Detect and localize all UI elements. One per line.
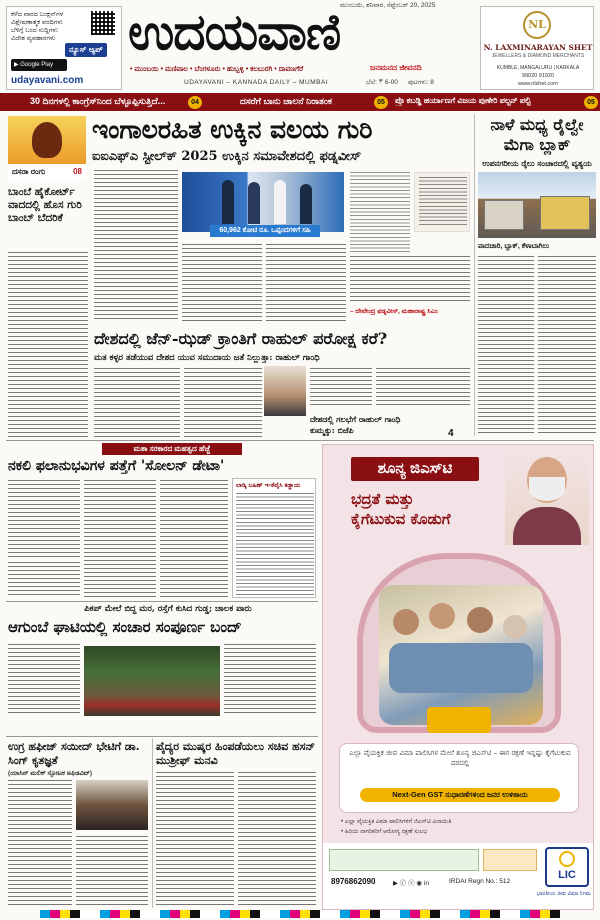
- gift-box-icon: [427, 707, 491, 733]
- gst-ad-phone[interactable]: 8976862090: [331, 877, 376, 886]
- stolen-body-col1: [8, 480, 80, 558]
- promo-line: ವಿದೇಶ ವ್ಯವಹಾರಗಳು: [11, 35, 56, 42]
- lead-subhead[interactable]: ಐಐಎಫ್‌ಎ ಸ್ಟೀಲ್‌ಕ್ 2025 ಉಕ್ಕಿನ ಸಮಾವೇಶದಲ್ಲಿ ಫಡ್ನವೀಸ್: [92, 149, 362, 164]
- rahul-jump: 4: [448, 428, 454, 439]
- lead-body-col2: [182, 244, 262, 324]
- rail-subhead[interactable]: ಉಪನಗರೀಯ ರೈಲು ಸಂಚಾರದಲ್ಲಿ ವ್ಯತ್ಯಯ: [482, 158, 592, 168]
- ghat-headline-b[interactable]: ಆಗುಂಬೆ ಘಾಟಿಯಲ್ಲಿ ಸಂಚಾರ ಸಂಪೂರ್ಣ ಬಂದ್: [8, 618, 242, 636]
- teaser-page: 04: [188, 96, 202, 109]
- teaser-text[interactable]: ದಸರೆಗೆ ಬಾನು ಚಾಲನೆ ನಿರಾತಂಕ: [240, 96, 332, 106]
- lic-logo[interactable]: [545, 847, 589, 887]
- news-app-badge: ನ್ಯೂಸ್ ಆ್ಯಪ್: [65, 43, 107, 57]
- rahul-headline[interactable]: ದೇಶದಲ್ಲಿ ಜೆನ್-ಝಡ್ ಕ್ರಾಂತಿಗೆ ರಾಹುಲ್ ಪರೋಕ್ಷ ಕರೆ?: [94, 329, 388, 348]
- teaser-text[interactable]: 30 ದಿನಗಳಲ್ಲಿ ಕಾಂಗ್ರೆಸ್‌ನಿಂದ ಬೆಳ್ಳೂಪ್ಪಿಸುತ್ತಿದೆ...: [30, 96, 166, 106]
- gst-ad-note-2: • ಹಿರಿಯ ನಾಗರಿಕರಿಗೆ ಆರೋಗ್ಯ ರಕ್ಷಣೆ ಸುಲಭ: [341, 829, 428, 835]
- family-photo: [379, 585, 543, 725]
- dasara-label: ದಸರಾ ರಂಗು: [12, 167, 46, 176]
- stolen-body-col3: [160, 480, 228, 598]
- gst-ad-body: ಎಲ್ಲಾ ವೈಯಕ್ತಿಕ ಜೀವ ವಿಮಾ ಪಾಲಿಸಿಗಳ ಮೇಲೆ ಶೂನ್ಯ ಜಿಎಸ್‌ಟಿ – ಈಗ ರಕ್ಷಣೆ ಇನ್ನಷ್ಟು ಕೈಗೆಟುಕುವ ದರದಲ್ಲಿ: [349, 749, 571, 767]
- gst-ad-tagline-2: ಕೈಗೆಟುಕುವ ಕೊಡುಗೆ: [351, 510, 451, 528]
- stolen-body-col2: [84, 480, 156, 598]
- rahul-side-headline[interactable]: ದೇಶದಲ್ಲಿ ಗಲಭೆಗೆ ರಾಹುಲ್ ಗಾಂಧಿ ಕುಮ್ಮಕ್ಕು: ಬಿಜೆಪಿ: [310, 414, 401, 435]
- lead-fact-box: [414, 172, 470, 232]
- lead-photo[interactable]: [182, 172, 344, 232]
- stolen-kicker: ಮತಾ ಸರಕಾರದ ಮಹತ್ವದ ಹೆಜ್ಜೆ: [102, 443, 242, 455]
- rail-body-col1: [478, 256, 534, 434]
- rail-headline[interactable]: ನಾಳೆ ಮಧ್ಯ ರೈಲ್ವೇ ಮೆಗಾ ಬ್ಲಾಕ್: [490, 115, 584, 154]
- stolen-body-col1b: [8, 562, 80, 598]
- hafeez-headline[interactable]: ಉಗ್ರ ಹಫೀಜ್ ಸಯೀದ್ ಭೇಟಿಗೆ ಡಾ. ಸಿಂಗ್ ಕೃತಜ್ಞತೆ: [8, 740, 140, 767]
- teaser-page: 05: [374, 96, 388, 109]
- rail-body-col2: [538, 256, 596, 434]
- doctor-body-col2: [238, 772, 316, 906]
- rahul-photo[interactable]: [264, 366, 306, 416]
- left-story-body: [8, 252, 88, 438]
- dateline: ಮುಂಬಯಿ, ಶನಿವಾರ, ಸೆಪ್ಟೆಂಬರ್ 20, 2025: [340, 2, 436, 9]
- social-icons[interactable]: ▶ ⓕ ⓧ ◉ in: [393, 880, 429, 887]
- lead-body-col1: [94, 170, 178, 320]
- deity-illustration: [32, 122, 62, 158]
- price: ಬೆಲೆ: ₹ 6-00: [366, 79, 398, 86]
- teaser-page: 05: [584, 96, 598, 109]
- lic-brand: LIC: [558, 869, 576, 881]
- dasara-box[interactable]: [8, 116, 86, 180]
- left-story-headline[interactable]: ಬಾಂಬೆ ಹೈಕೋರ್ಟ್ ವಾದದಲ್ಲಿ ಹೊಸ ಗುರಿ ಬಾಂಬ್ ಬೆದರಿಕೆ: [8, 186, 82, 224]
- doctor-headline[interactable]: ಪೈದ್ಯರ ಮುಷ್ಕರ ಹಿಂಪಡೆಯಲು ಸಚಿವ ಹಸನ್ ಮುಶ್ರೀಫ್ ಮನವಿ: [156, 740, 316, 767]
- stolen-headline[interactable]: ನಕಲಿ ಫಲಾನುಭವಿಗಳ ಪತ್ತೆಗೆ 'ಸೋಲನ್ ಡೇಟಾ': [8, 458, 225, 474]
- hafeez-body-col2: [76, 836, 148, 906]
- rail-photo-caption: ಪಾದಚಾರಿ, ಬ್ಲಾಕ್, ಕೆಳಾಬಾಗಿಲು: [478, 243, 550, 250]
- gst-ad-body-box: [339, 743, 579, 813]
- scheme-logos: [329, 849, 479, 871]
- jeweller-locations: KUMBLE, MANGALURU | KARKALA: [496, 65, 580, 71]
- jeweller-name: N. LAXMINARAYAN SHET: [483, 43, 593, 52]
- hafeez-photo[interactable]: [76, 780, 148, 830]
- google-play-badge[interactable]: ▶ Google Play: [11, 59, 67, 71]
- lead-quote-author: – ದೇವೇಂದ್ರ ಫಡ್ನವೀಸ್, ಮಹಾರಾಷ್ಟ್ರ ಸಿಎಂ: [350, 308, 438, 315]
- gst-ad-banner: Next-Gen GST ಸುಧಾರಣೆಗಳಿಂದ ಜನರ ಉಳಿತಾಯ: [360, 788, 560, 802]
- lead-photo-caption: 60,962 ಕೋಟಿ ರೂ. ಒಪ್ಪಂದಗಳಿಗೆ ಸಹಿ: [210, 225, 320, 237]
- editions: • ಮುಂಬಯಿ • ಮಣಿಪಾಲ • ಬೆಂಗಳೂರು • ಹುಬ್ಬಳ್ಳಿ • ಕಲಬುರಗಿ • ದಾವಣಗೆರೆ: [130, 66, 304, 73]
- print-registration-marks: [40, 910, 560, 918]
- page-count: ಪುಟಗಳು: 8: [408, 79, 434, 86]
- gst-ad-tagline-1: ಭದ್ರತೆ ಮತ್ತು: [351, 490, 414, 508]
- ghat-photo[interactable]: [84, 646, 220, 716]
- masthead-subtitle: UDAYAVANI – KANNADA DAILY – MUMBAI: [184, 79, 329, 86]
- lead-headline[interactable]: ಇಂಗಾಲರಹಿತ ಉಕ್ಕಿನ ವಲಯ ಗುರಿ: [92, 115, 373, 144]
- rahul-body-col2: [184, 368, 262, 438]
- stolen-info-box: [232, 478, 316, 598]
- jeweller-logo: NL: [523, 11, 551, 39]
- hafeez-body-col1: [8, 780, 72, 906]
- jeweller-ad[interactable]: [480, 6, 594, 90]
- gst-ad-irdai: IRDAI Regn No.: 512: [449, 878, 511, 885]
- site-link[interactable]: udayavani.com: [11, 75, 84, 86]
- gst-ad-note-1: • ಎಲ್ಲಾ ವೈಯಕ್ತಿಕ ವಿಮಾ ಪಾಲಿಸಿಗಳಿಗೆ ಜಿಎಸ್‌ಟಿ ವಿನಾಯಿತಿ: [341, 819, 452, 825]
- rahul-body-col4: [376, 368, 470, 408]
- promo-line: ಕಳೆದ ವಾರದ ಬಂಕ್ಷನ್‌ಗಳ: [11, 11, 64, 18]
- promo-line: ವಿಶ್ಲೇಷಣಾತ್ಮಕ ವರದಿಗಳು: [11, 19, 63, 26]
- hafeez-subhead: (ಯಾಸಿನ್ ಮಲಿಕ್ ಸ್ಫೋಟಕ ಅಫಿಡವಿಟ್): [8, 770, 93, 777]
- lead-facts: [350, 172, 410, 252]
- masthead-title: ಉದಯವಾಣಿ: [128, 2, 341, 61]
- gst-ad[interactable]: [322, 444, 594, 910]
- dasara-page: 08: [73, 167, 82, 176]
- rahul-body-col3: [310, 368, 372, 408]
- jeweller-site: www.nlshet.com: [518, 81, 558, 87]
- lead-body-col3: [266, 244, 346, 324]
- rail-photo[interactable]: [478, 172, 596, 238]
- doctor-body-col1: [156, 772, 234, 906]
- ghat-headline-a[interactable]: ಪಿಕಪ್ ಮೇಲೆ ಬಿದ್ದ ಮರ, ರಸ್ತೆಗೆ ಕುಸಿದ ಗುಡ್ಡ; ಚಾಲಕ ಪಾರು: [84, 604, 252, 614]
- ghat-body-col2: [224, 644, 316, 714]
- promo-line: ಬೆಳಿಗ್ಗೆ ಬಂದ ಸುದ್ದಿಗಳು: [11, 27, 58, 34]
- jeweller-phone: 99020 91920: [521, 73, 555, 79]
- qr-code-icon[interactable]: [91, 11, 115, 35]
- gst-ad-title: ಶೂನ್ಯ ಜಿಎಸ್‌ಟಿ: [351, 457, 479, 481]
- app-promo[interactable]: [6, 6, 122, 90]
- jeweller-sub: JEWELLERS & DIAMOND MERCHANTS: [491, 53, 585, 59]
- lead-quote: [350, 256, 470, 304]
- rahul-body-col1: [94, 368, 180, 438]
- lic-brand-sub: ಭಾರತೀಯ ಜೀವ ವಿಮಾ ನಿಗಮ: [536, 891, 591, 897]
- leader-portrait: [505, 449, 589, 545]
- teaser-text[interactable]: ಪ್ರೊ ಕಬಡ್ಡಿ ಹರ್ಯಾಣಗೆ ವಿಜಯ ಪುಣೇರಿ ಪಲ್ಟನ್ ಪಲ್ಟಿ: [395, 96, 531, 105]
- tagline: ಜನಮನದ ಜೀವನದಿ: [370, 63, 422, 72]
- stolen-box-head: ಲಾಡ್ಕಿ ಬಹಿಣ್ ಇ-ಕೆವೈಸಿ ಕಡ್ಡಾಯ: [236, 482, 301, 489]
- gst-ad-footer: [323, 843, 593, 909]
- rahul-subhead[interactable]: ಮತ ಕಳ್ಳರ ತಡೆಯುವ ದೇಶದ ಯುವ ಸಮುದಾಯ ಜತೆ ನಿಲ್ಲುತ್ತಾ: ರಾಹುಲ್ ಗಾಂಧಿ: [94, 353, 320, 363]
- scheme-logo-2: [483, 849, 537, 871]
- ghat-body-col1: [8, 644, 80, 714]
